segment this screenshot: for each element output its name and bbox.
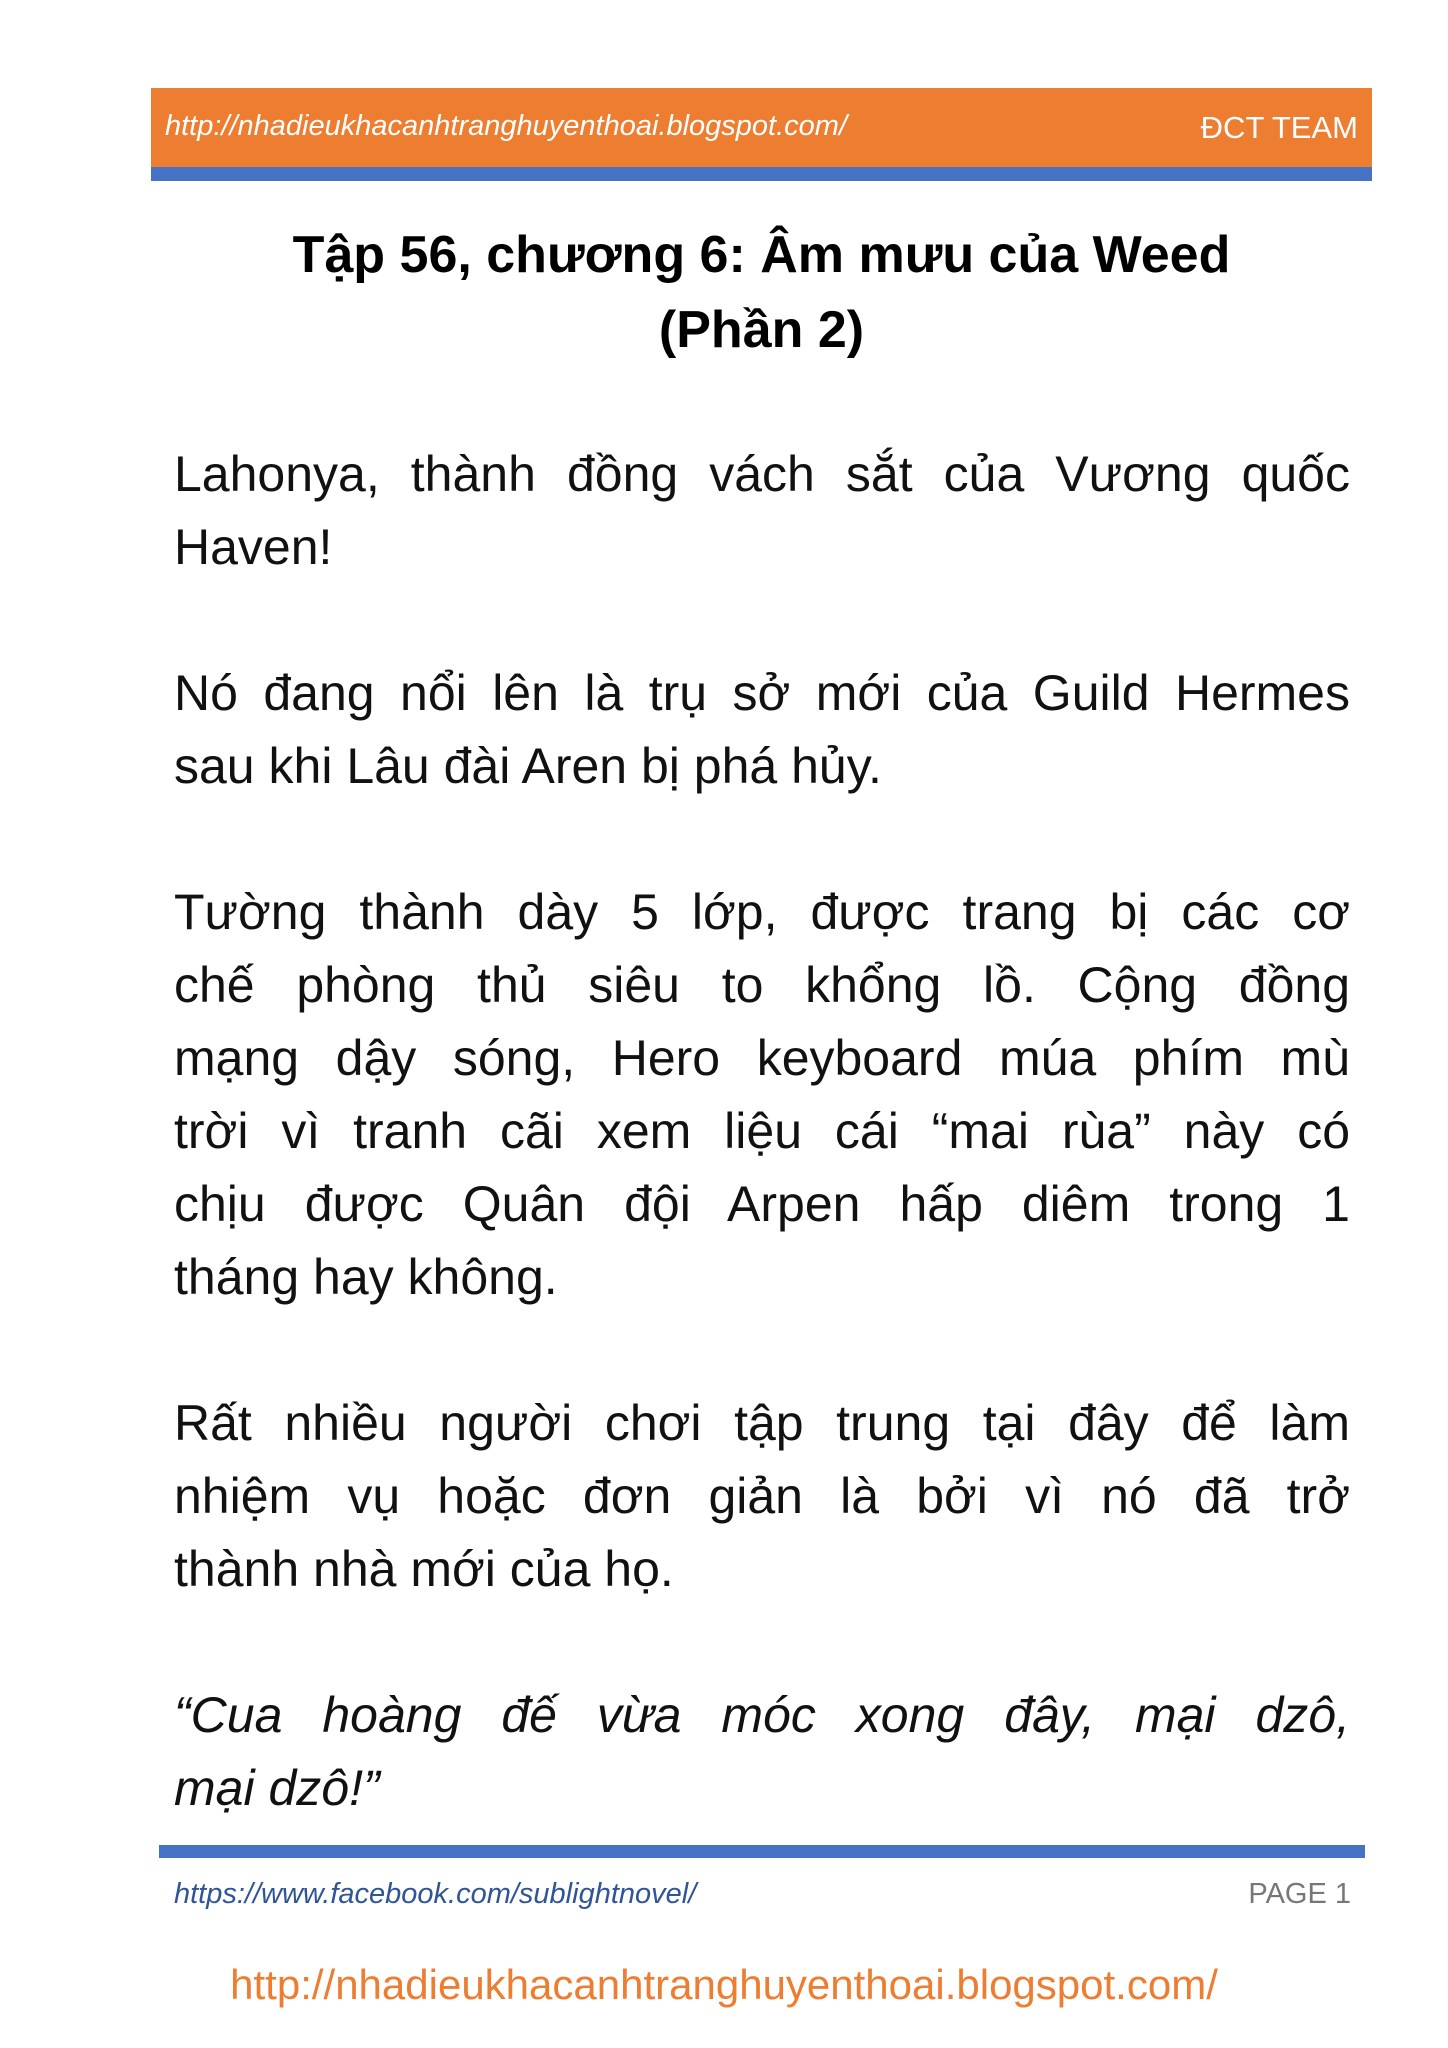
paragraph — [174, 1387, 1350, 1606]
header-team-name: ĐCT TEAM — [1200, 110, 1358, 145]
text-line: “Cua hoàng đế vừa móc xong đây, mại dzô, — [174, 1687, 1350, 1743]
header-blog-link[interactable]: http://nhadieukhacanhtranghuyenthoai.blogspot.com/ — [165, 110, 847, 142]
chapter-body — [174, 438, 1350, 1898]
header-bar — [151, 88, 1372, 167]
text-line: Lahonya, thành đồng vách sắt của Vương quốc — [174, 446, 1350, 502]
chapter-title — [151, 218, 1372, 368]
header-divider — [151, 167, 1372, 181]
text-line: sau khi Lâu đài Aren bị phá hủy. — [174, 738, 882, 794]
text-line: chế phòng thủ siêu to khổng lồ. Cộng đồng — [174, 957, 1350, 1013]
text-line: Tường thành dày 5 lớp, được trang bị các cơ — [174, 884, 1350, 940]
paragraph — [174, 657, 1350, 803]
text-line: trời vì tranh cãi xem liệu cái “mai rùa” này có — [174, 1103, 1350, 1159]
text-line: chịu được Quân đội Arpen hấp diêm trong 1 — [174, 1176, 1350, 1232]
paragraph — [174, 876, 1350, 1314]
text-line: thành nhà mới của họ. — [174, 1541, 674, 1597]
text-line: nhiệm vụ hoặc đơn giản là bởi vì nó đã trở — [174, 1468, 1350, 1524]
paragraph — [174, 1679, 1350, 1825]
text-line: Rất nhiều người chơi tập trung tại đây để làm — [174, 1395, 1350, 1451]
text-line: tháng hay không. — [174, 1249, 558, 1305]
title-line-2: (Phần 2) — [658, 301, 865, 359]
text-line: Nó đang nổi lên là trụ sở mới của Guild Hermes — [174, 665, 1350, 721]
text-line: mại dzô!” — [174, 1760, 380, 1816]
title-line-1: Tập 56, chương 6: Âm mưu của Weed — [292, 226, 1231, 284]
paragraph — [174, 438, 1350, 584]
watermark: http://nhadieukhacanhtranghuyenthoai.blogspot.com/ — [230, 1961, 1218, 2008]
footer-divider — [159, 1845, 1365, 1858]
footer-facebook-link[interactable]: https://www.facebook.com/sublightnovel/ — [174, 1878, 697, 1910]
text-line: Haven! — [174, 519, 333, 575]
text-line: mạng dậy sóng, Hero keyboard múa phím mù — [174, 1030, 1350, 1086]
page-number: PAGE 1 — [1248, 1878, 1351, 1910]
